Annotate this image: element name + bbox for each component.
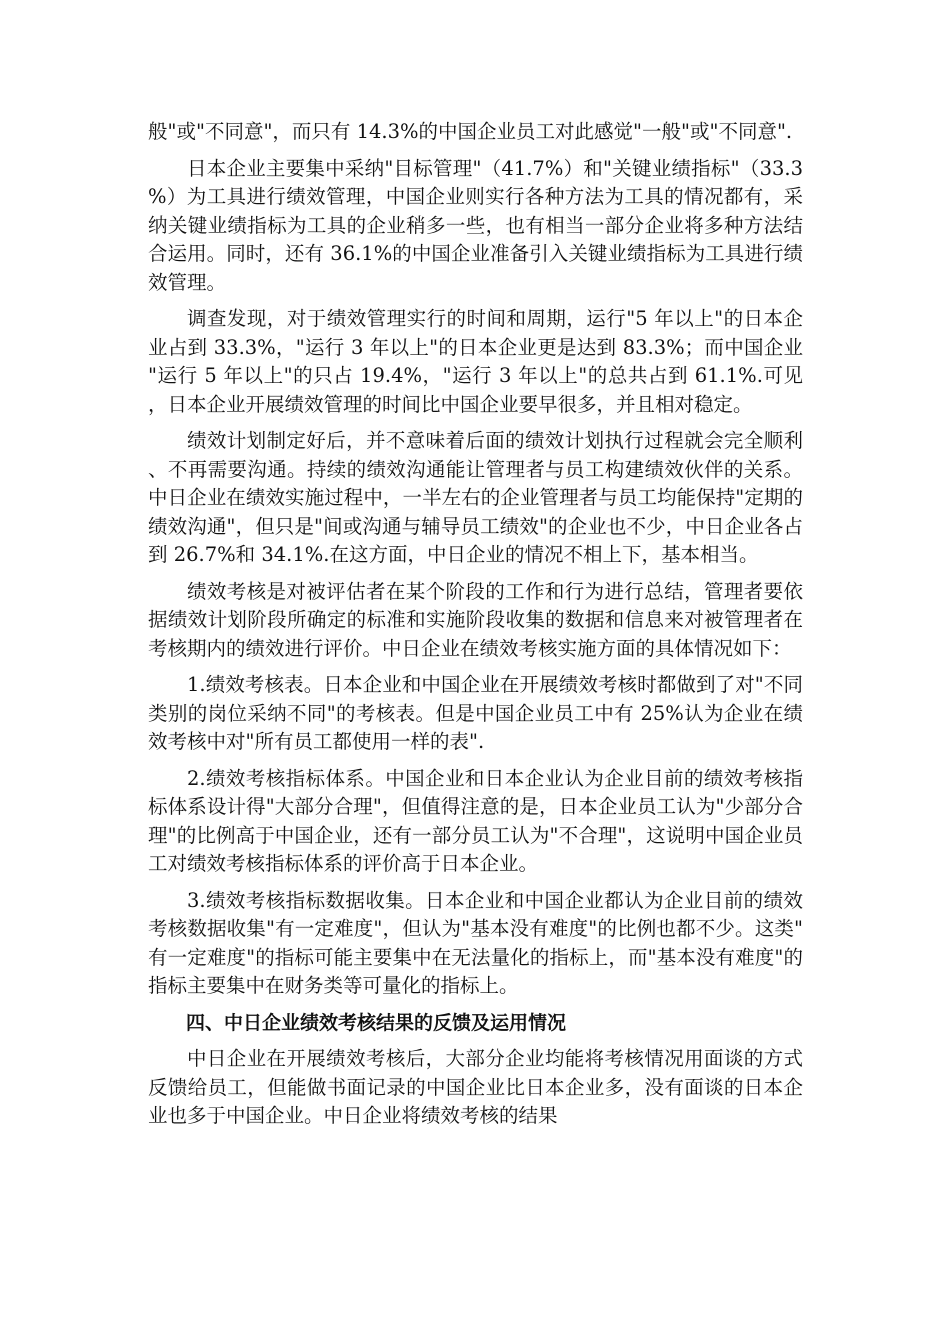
paragraph-performance-appraisal: 绩效考核是对被评估者在某个阶段的工作和行为进行总结，管理者要依据绩效计划阶段所确定的标准和实施阶段收集的数据和信息来对被管理者在考核期内的绩效进行评价。中日企业在绩效考核实施方面的具体情况如下：	[148, 579, 803, 660]
paragraph-management-tools: 日本企业主要集中采纳"目标管理"（41.7%）和"关键业绩指标"（33.3%）为工具进行绩效管理，中国企业则实行各种方法为工具的情况都有，采纳关键业绩指标为工具的企业稍多一些，也有相当一部分企业将多种方法结合运用。同时，还有 36.1%的中国企业准备引入关键业绩指标为工具进行绩效管理。	[148, 156, 803, 294]
paragraph-feedback: 中日企业在开展绩效考核后，大部分企业均能将考核情况用面谈的方式反馈给员工，但能做书面记录的中国企业比日本企业多，没有面谈的日本企业也多于中国企业。中日企业将绩效考核的结果	[148, 1047, 803, 1127]
paragraph-continuation: 般"或"不同意"，而只有 14.3%的中国企业员工对此感觉"一般"或"不同意".	[148, 120, 793, 143]
paragraph-performance-communication: 绩效计划制定好后，并不意味着后面的绩效计划执行过程就会完全顺利、不再需要沟通。持续的绩效沟通能让管理者与员工构建绩效伙伴的关系。中日企业在绩效实施过程中，一半左右的企业管理者与员工均能保持"定期的绩效沟通"，但只是"间或沟通与辅导员工绩效"的企业也不少，中日企业各占到 26.7%和 34.1%.在这方面，中日企业的情况不相上下，基本相当。	[148, 429, 803, 566]
document-page	[148, 118, 803, 1139]
paragraph-appraisal-form: 1.绩效考核表。日本企业和中国企业在开展绩效考核时都做到了对"不同类别的岗位采纳不同"的考核表。但是中国企业员工中有 25%认为企业在绩效考核中对"所有员工都使用一样的表".	[148, 673, 803, 753]
paragraph-data-collection: 3.绩效考核指标数据收集。日本企业和中国企业都认为企业目前的绩效考核数据收集"有一定难度"，但认为"基本没有难度"的比例也都不少。这类"有一定难度"的指标可能主要集中在无法量化的指标上，而"基本没有难度"的指标主要集中在财务类等可量化的指标上。	[148, 888, 803, 997]
paragraph-indicator-system: 2.绩效考核指标体系。中国企业和日本企业认为企业目前的绩效考核指标体系设计得"大部分合理"，但值得注意的是，日本企业员工认为"少部分合理"的比例高于中国企业，还有一部分员工认为"不合理"，这说明中国企业员工对绩效考核指标体系的评价高于日本企业。	[148, 766, 803, 875]
section-heading: 四、中日企业绩效考核结果的反馈及运用情况	[186, 1011, 567, 1034]
paragraph-implementation-period: 调查发现，对于绩效管理实行的时间和周期，运行"5 年以上"的日本企业占到 33.3%，"运行 3 年以上"的日本企业更是达到 83.3%；而中国企业"运行 5 年以上"的只占 19.4%，"运行 3 年以上"的总共占到 61.1%.可见，日本企业开展绩效管理的时间比中国企业要早很多，并且相对稳定。	[148, 307, 803, 416]
